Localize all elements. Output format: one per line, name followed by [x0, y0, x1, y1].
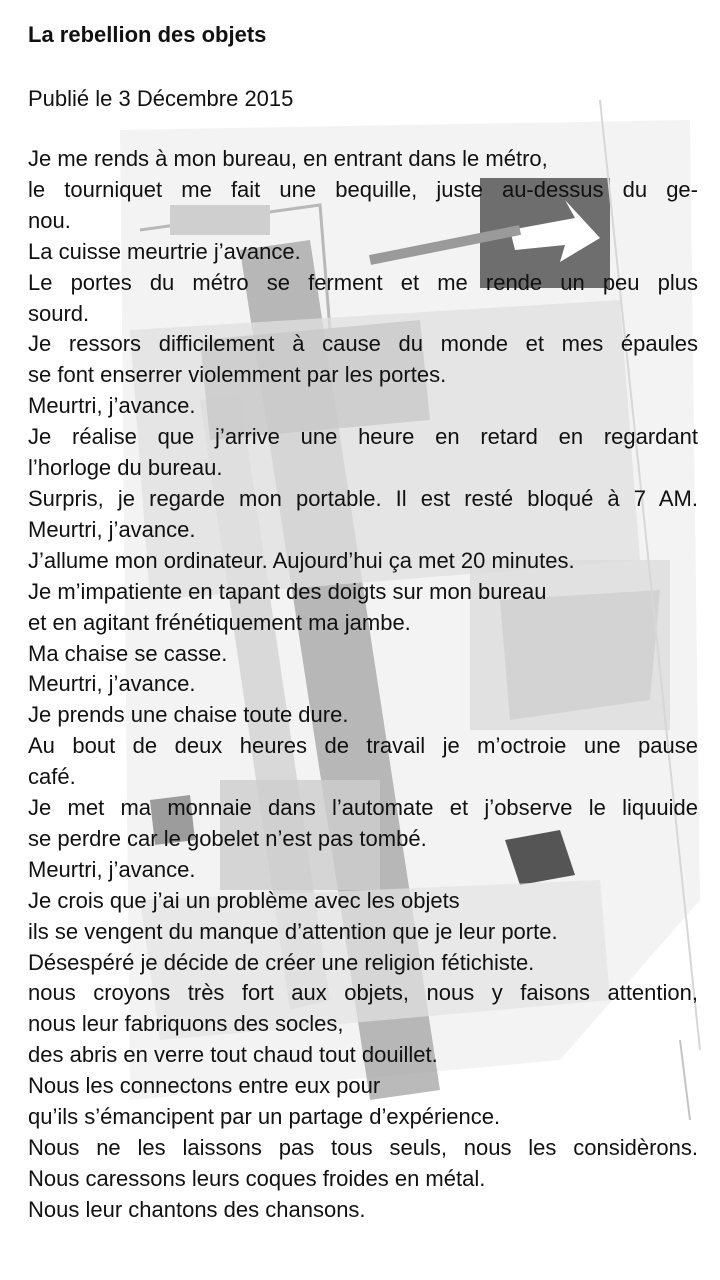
poem-line: Surpris, je regarde mon portable. Il est resté bloqué à 7 AM. — [28, 485, 698, 511]
article-title: La rebellion des objets — [28, 22, 267, 47]
poem-line: nous croyons très fort aux objets, nous y faisons attention, — [28, 980, 698, 1006]
poem-line: le tourniquet me fait une bequille, juste au-dessus du ge- — [28, 176, 698, 202]
poem-line: Nous leur chantons des chansons. — [28, 1196, 366, 1222]
poem-line: Je met ma monnaie dans l’automate et j’observe le liquuide — [28, 795, 698, 821]
poem-line: Je réalise que j’arrive une heure en retard en regardant — [28, 424, 698, 450]
poem-line: Nous ne les laissons pas tous seuls, nous les considèrons. — [28, 1135, 698, 1160]
poem-line: se font enserrer violemment par les portes. — [28, 362, 447, 388]
poem-line: Je crois que j’ai un problème avec les objets — [28, 887, 460, 913]
poem-line: Je ressors difficilement à cause du monde et mes épaules — [28, 331, 698, 357]
poem-line: Le portes du métro se ferment et me rende un peu plus — [28, 269, 698, 295]
poem-line: Au bout de deux heures de travail je m’octroie une pause — [28, 733, 698, 759]
poem-line: Je prends une chaise toute dure. — [28, 702, 349, 728]
poem-line: Je me rends à mon bureau, en entrant dans le métro, — [28, 146, 548, 171]
poem-line: Meurtri, j’avance. — [28, 856, 196, 882]
poem-line: J’allume mon ordinateur. Aujourd’hui ça met 20 minutes. — [28, 547, 575, 573]
poem-line: La cuisse meurtrie j’avance. — [28, 238, 301, 264]
poem-line: sourd. — [28, 300, 90, 326]
poem-line: se perdre car le gobelet n’est pas tombé. — [28, 825, 427, 851]
poem-line: ils se vengent du manque d’attention que je leur porte. — [28, 918, 558, 944]
poem-line: Meurtri, j’avance. — [28, 393, 196, 419]
poem-line: Meurtri, j’avance. — [28, 671, 196, 697]
poem-line: qu’ils s’émancipent par un partage d’expérience. — [28, 1104, 501, 1130]
poem-body — [28, 144, 698, 1226]
poem-line: des abris en verre tout chaud tout douillet. — [28, 1042, 438, 1068]
poem-line: nou. — [28, 207, 71, 233]
poem-line: et en agitant frénétiquement ma jambe. — [28, 609, 411, 635]
poem-line: l’horloge du bureau. — [28, 455, 223, 481]
article — [28, 20, 698, 1226]
poem-line: Meurtri, j’avance. — [28, 516, 196, 542]
poem-line: Nous les connectons entre eux pour — [28, 1073, 381, 1099]
poem-line: Désespéré je décide de créer une religion fétichiste. — [28, 949, 535, 975]
poem-line: nous leur fabriquons des socles, — [28, 1011, 344, 1037]
poem-line: café. — [28, 764, 76, 790]
poem-line: Ma chaise se casse. — [28, 640, 228, 666]
publish-date: Publié le 3 Décembre 2015 — [28, 86, 294, 111]
poem-line: Nous caressons leurs coques froides en métal. — [28, 1165, 486, 1191]
poem-line: Je m’impatiente en tapant des doigts sur mon bureau — [28, 578, 547, 604]
